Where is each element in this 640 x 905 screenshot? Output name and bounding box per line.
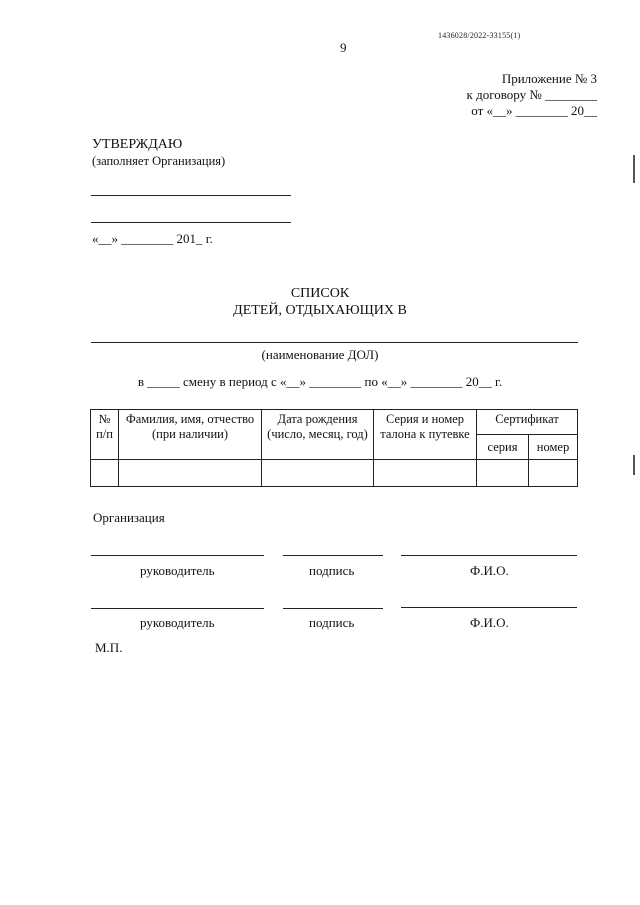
stamp-label: М.П. — [95, 640, 123, 655]
annex-line-3: от «__» ________ 20__ — [471, 103, 597, 118]
role-label-1: руководитель — [140, 563, 215, 578]
table-cell[interactable] — [262, 460, 374, 487]
name-line-1 — [401, 555, 577, 556]
table-row — [91, 460, 578, 487]
approval-title: УТВЕРЖДАЮ — [92, 137, 183, 152]
header-number: № п/п — [91, 410, 119, 460]
signature-line-2 — [283, 608, 383, 609]
signature-label-1: подпись — [309, 563, 355, 578]
signature-line-1 — [283, 555, 383, 556]
approval-block — [92, 137, 225, 169]
table-cell[interactable] — [374, 460, 477, 487]
page-number: 9 — [340, 40, 347, 55]
table-cell[interactable] — [529, 460, 578, 487]
header-full-name: Фамилия, имя, отчество (при наличии) — [119, 410, 262, 460]
role-line-2 — [91, 608, 264, 609]
annex-line-2: к договору № ________ — [466, 87, 597, 102]
scan-artifact — [633, 155, 635, 183]
dol-caption: (наименование ДОЛ) — [261, 347, 379, 362]
role-label-2: руководитель — [140, 615, 215, 630]
approval-line-1 — [91, 195, 291, 196]
header-birth-date: Дата рождения (число, месяц, год) — [262, 410, 374, 460]
annex-line-1: Приложение № 3 — [501, 71, 597, 86]
children-table — [90, 409, 578, 487]
signature-label-2: подпись — [309, 615, 355, 630]
header-voucher: Серия и номер талона к путевке — [374, 410, 477, 460]
annex-block — [467, 71, 597, 119]
scan-artifact — [633, 455, 635, 475]
document-number: 1436028/2022-33155(1) — [438, 31, 521, 40]
name-line-2 — [401, 607, 577, 608]
approval-subtitle: (заполняет Организация) — [92, 154, 226, 168]
approval-line-2 — [91, 222, 291, 223]
organization-label: Организация — [93, 510, 165, 525]
name-label-2: Ф.И.О. — [470, 615, 509, 630]
name-label-1: Ф.И.О. — [470, 563, 509, 578]
dol-name-line — [91, 342, 578, 343]
header-certificate: Сертификат — [477, 410, 578, 435]
table-cell[interactable] — [119, 460, 262, 487]
table-cell[interactable] — [477, 460, 529, 487]
approval-date: «__» ________ 201_ г. — [92, 231, 213, 246]
document-title — [0, 285, 640, 319]
title-line-2: ДЕТЕЙ, ОТДЫХАЮЩИХ В — [233, 303, 407, 318]
title-line-1: СПИСОК — [290, 286, 350, 301]
header-cert-number: номер — [529, 435, 578, 460]
period-line: в _____ смену в период с «__» ________ по «__» ________ 20__ г. — [137, 374, 503, 389]
role-line-1 — [91, 555, 264, 556]
table-cell[interactable] — [91, 460, 119, 487]
header-cert-series: серия — [477, 435, 529, 460]
